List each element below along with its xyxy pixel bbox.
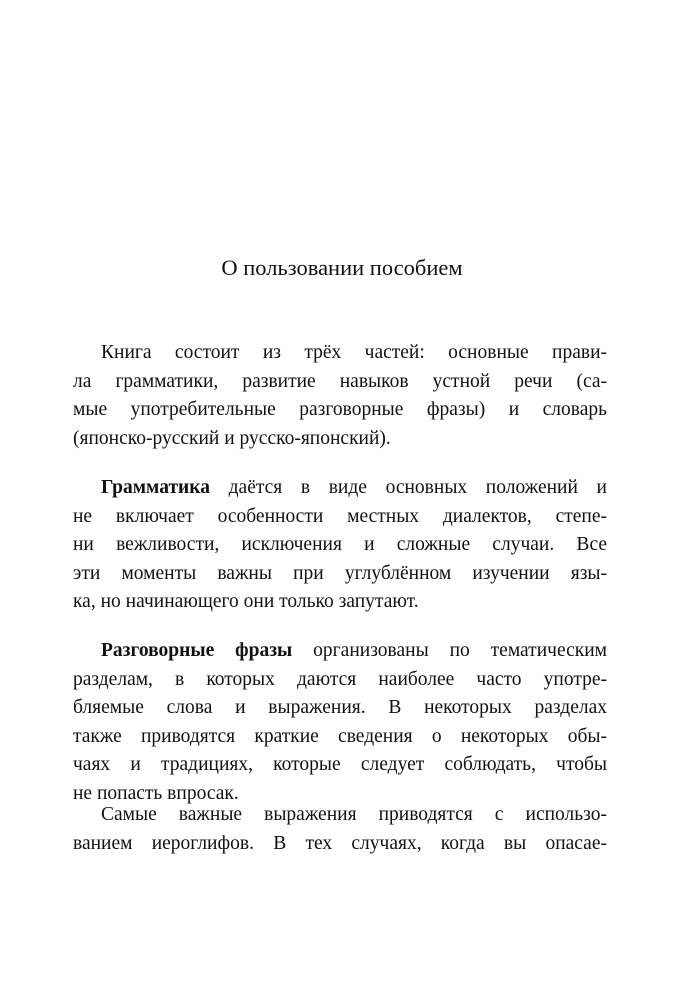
text-line: бляемые слова и выражения. В некоторых разделах — [73, 697, 607, 719]
bold-term-grammar: Грамматика — [101, 477, 210, 498]
text-line: мые употребительные разговорные фразы) и словарь — [73, 399, 607, 421]
text-line: эти моменты важны при углублённом изучении язы- — [73, 562, 607, 584]
text-line: ни вежливости, исключения и сложные случаи. Все — [73, 534, 607, 556]
text-line: также приводятся краткие сведения о некоторых обы- — [73, 725, 607, 747]
paragraph-phrases — [73, 637, 607, 809]
text-line: ванием иероглифов. В тех случаях, когда вы опасае- — [73, 832, 607, 854]
text-line: ка, но начинающего они только запутают. — [73, 591, 419, 613]
text-line: чаях и традициях, которые следует соблюдать, чтобы — [73, 754, 607, 776]
text-line: не включает особенности местных диалектов, степе- — [73, 505, 607, 527]
text-line — [73, 637, 607, 666]
text-line: (японско-русский и русско-японский). — [73, 427, 391, 449]
paragraph-hieroglyphs — [73, 801, 607, 858]
text-line: не попасть впросак. — [73, 782, 239, 804]
text-line: ла грамматики, развитие навыков устной речи (са- — [73, 370, 607, 392]
text-run: организованы по тематическим — [292, 640, 607, 661]
bold-term-phrases: Разговорные фразы — [101, 640, 293, 661]
paragraph-grammar — [73, 474, 607, 617]
text-line — [73, 474, 607, 503]
text-line: Книга состоит из трёх частей: основные прави- — [101, 342, 607, 363]
text-run: даётся в виде основных положений и — [209, 477, 607, 498]
text-line: разделам, в которых даются наиболее часто употре- — [73, 668, 607, 690]
page-title: О пользовании пособием — [221, 255, 463, 280]
paragraph-intro — [73, 339, 607, 453]
text-line: Самые важные выражения приводятся с использо- — [101, 804, 607, 825]
